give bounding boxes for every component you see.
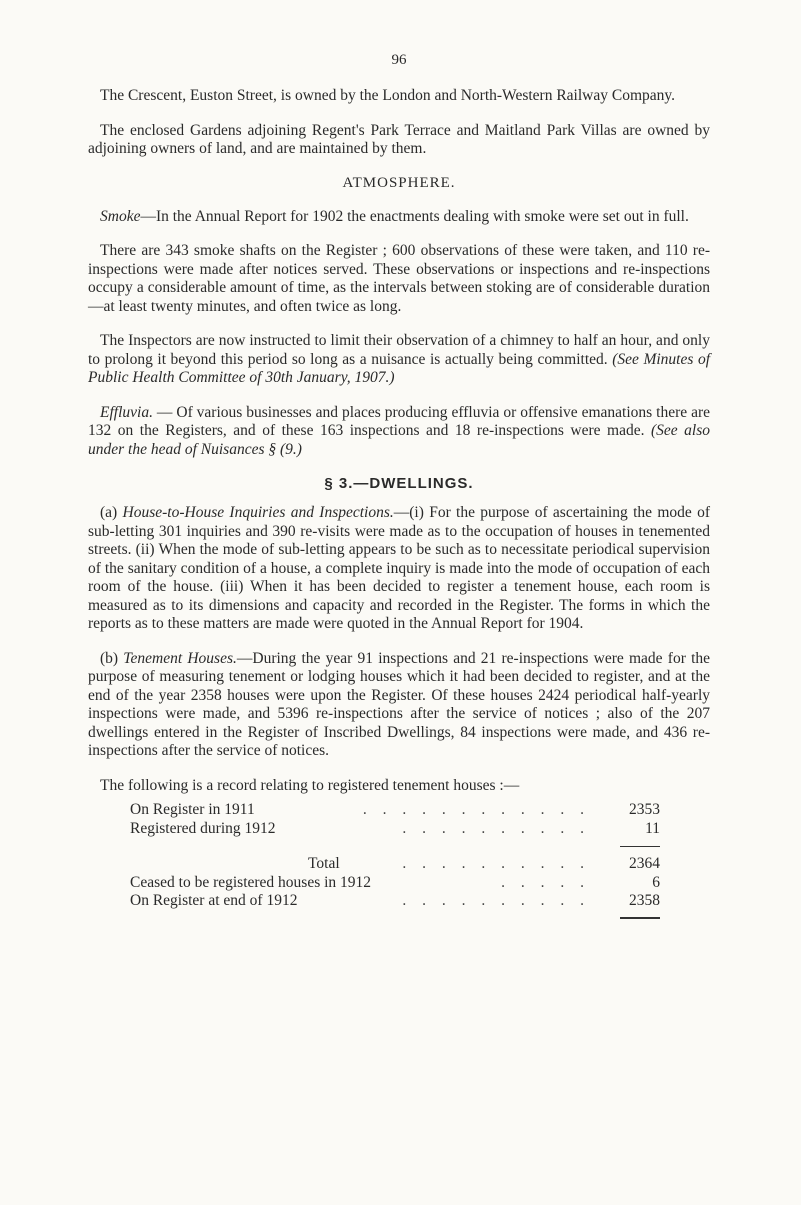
effluvia-text: — Of various businesses and places producing effluvia or offensive emanations there are 132 on the Registers, and of these 163 inspections and 18 re-inspections were made.: [88, 403, 710, 439]
page-number: 96: [391, 52, 407, 68]
row-label: On Register in 1911: [130, 801, 255, 818]
house-to-house-text-1: —(i) For the purpose of ascertaining the mode of sub-letting 301 inquiries and 390 re-visits were made as to the occupation of houses in tenemented streets.: [88, 504, 711, 558]
leader-dots: . . . . . . . . . . . .: [362, 801, 590, 818]
leader-dots: . . . . . . . . . .: [402, 819, 590, 837]
atmosphere-heading: ATMOSPHERE.: [342, 174, 456, 191]
smoke-label: Smoke: [100, 207, 141, 225]
paragraph-house-to-house: [88, 504, 710, 634]
record-intro: The following is a record relating to registered tenement houses :—: [100, 776, 520, 794]
leader-dots: . . . . .: [501, 873, 590, 891]
row-label: Ceased to be registered houses in 1912: [130, 873, 372, 891]
paragraph-tenement-houses: [88, 650, 710, 761]
row-value: 2358: [629, 892, 660, 909]
table-row: [130, 820, 660, 839]
paragraph-smoke-shafts: There are 343 smoke shafts on the Register ; 600 observations of these were taken, and 110 re-inspections were made after notices served. These observations or inspections and re-inspections occupy a considerable amount of time, as the intervals between stoking are of considerable duration—at least twenty minutes, and often twice as long.: [88, 242, 710, 315]
table-row: [130, 801, 660, 820]
total-label: Total: [308, 855, 340, 872]
tenement-houses-text: —During the year 91 inspections and 21 re-inspections were made for the purpose of measuring tenement or lodging houses which it had been decided to register, and at the end of the year 2358 houses were upon the Register. Of these houses 2424 periodical half-yearly inspections were made, and 5396 re-inspections after the service of notices ; also of the 207 dwellings entered in the Register of Inscribed Dwellings, 84 inspections were made, and 436 re-inspections after the service of notices.: [88, 649, 711, 759]
total-value: 2364: [629, 855, 660, 872]
paragraph-smoke: [88, 208, 710, 227]
effluvia-reference: (See also under the head of Nuisances § (9.): [88, 422, 710, 458]
effluvia-label: Effluvia.: [100, 403, 153, 421]
paragraph-crescent: The Crescent, Euston Street, is owned by the London and North-Western Railway Company.: [100, 87, 675, 104]
row-value: 11: [645, 819, 660, 837]
inspectors-reference: (See Minutes of Public Health Committee of 30th January, 1907.): [88, 350, 710, 386]
house-to-house-text-2: (ii) When the mode of sub-letting appears to be such as to necessitate periodical supervision of the sanitary condition of a house, a complete inquiry is made into the mode of occupation of each room of the house.: [88, 541, 710, 595]
tenement-houses-label: Tenement Houses.: [123, 649, 237, 667]
house-to-house-marker: (a): [100, 504, 118, 521]
inspectors-text: The Inspectors are now instructed to limit their observation of a chimney to half an hour, and only to prolong it beyond this period so long as a nuisance is actually being committed.: [88, 332, 710, 368]
paragraph-inspectors: [88, 332, 710, 388]
total-row: [130, 855, 660, 874]
row-label: Registered during 1912: [130, 819, 276, 837]
leader-dots: . . . . . . . . . .: [402, 855, 590, 872]
record-table: [130, 801, 660, 919]
tenement-houses-marker: (b): [100, 649, 119, 667]
row-label: On Register at end of 1912: [130, 892, 298, 909]
dwellings-heading: § 3.—DWELLINGS.: [324, 475, 474, 492]
final-rule: [620, 917, 660, 919]
paragraph-gardens: The enclosed Gardens adjoining Regent's Park Terrace and Maitland Park Villas are owned by adjoining owners of land, and are maintained by them.: [88, 121, 710, 157]
sum-rule: [620, 846, 660, 847]
paragraph-effluvia: [88, 404, 710, 460]
row-value: 2353: [629, 801, 660, 818]
house-to-house-text-3: (iii) When it has been decided to register a tenement house, each room is measured as to its dimensions and capacity and recorded in the Register. The forms in which the reports as to these matters are made were quoted in the Annual Report for 1904.: [88, 578, 711, 632]
table-row: [130, 892, 660, 911]
document-page: [88, 52, 710, 919]
row-value: 6: [652, 873, 660, 891]
leader-dots: . . . . . . . . . .: [402, 892, 590, 909]
table-row: [130, 874, 660, 893]
house-to-house-label: House-to-House Inquiries and Inspections.: [122, 504, 394, 521]
smoke-text: —In the Annual Report for 1902 the enactments dealing with smoke were set out in full.: [140, 207, 689, 225]
